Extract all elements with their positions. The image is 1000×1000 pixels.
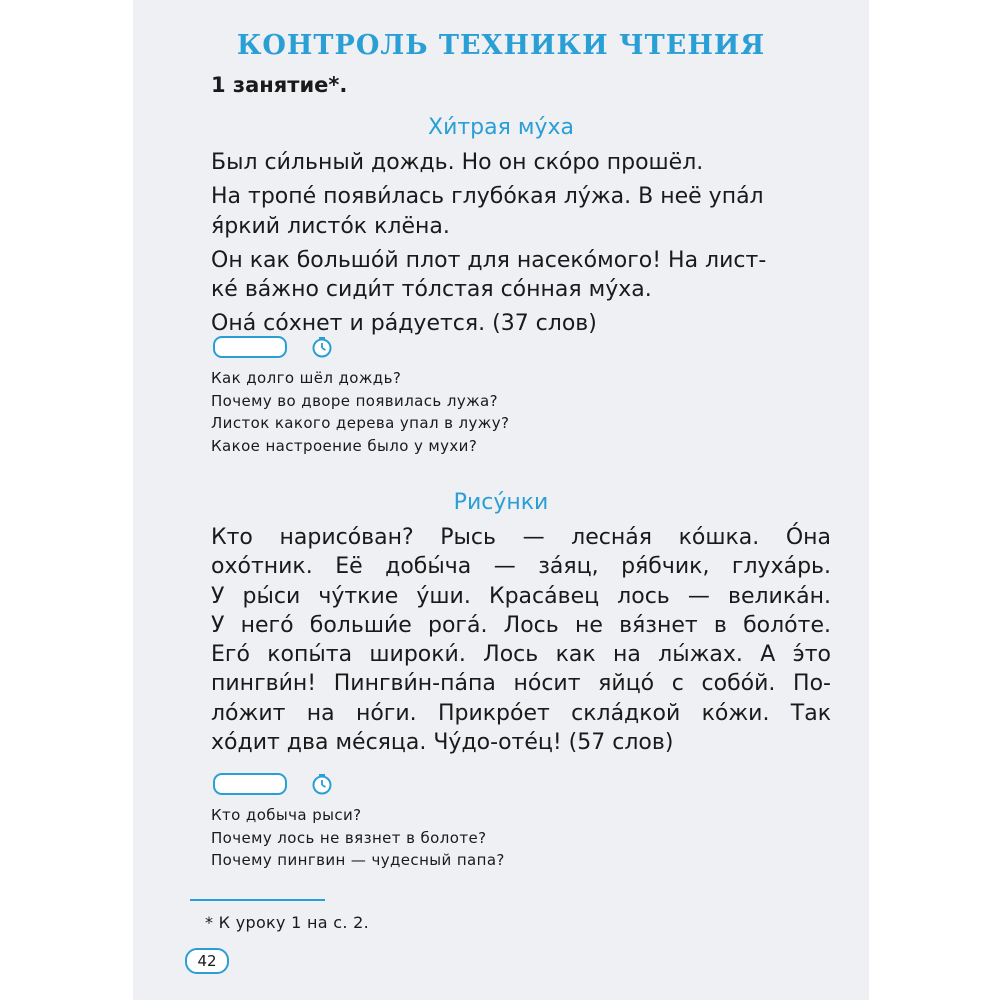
story-line: пингви́н! Пингви́н-па́па но́сит яйцо́ с собо́й. По- [211,671,831,697]
reading-timer-1 [213,336,427,358]
story-line: хо́дит два ме́сяца. Чу́до-оте́ц! (57 слов) [211,730,674,756]
story-line: Кто нарисо́ван? Рысь — лесна́я ко́шка. О́на [211,525,831,550]
question: Почему во дворе появилась лужа? [211,391,498,410]
question: Почему пингвин — чудесный папа? [211,851,505,869]
footnote: * К уроку 1 на с. 2. [205,913,370,932]
page-number: 42 [185,948,229,974]
time-entry-field [213,773,287,795]
story-line: Он как большо́й плот для насеко́мого! На лист- [211,247,767,273]
session-label: 1 занятие*. [211,73,348,97]
story-line: У ры́си чу́ткие у́ши. Краса́вец лось — велика́н. [211,583,831,609]
story-line: ке́ ва́жно сиди́т то́лстая со́нная му́ха. [211,277,652,303]
story-text-1 [211,148,831,339]
story-text-2 [211,523,831,757]
footnote-divider [190,899,325,901]
question: Листок какого дерева упал в лужу? [211,414,510,432]
reading-timer-2 [213,773,427,795]
question: Как долго шёл дождь? [211,369,402,387]
clock-icon [311,336,333,358]
question: Какое настроение было у мухи? [211,436,478,455]
questions-2 [211,804,505,872]
story-line: Был си́льный дождь. Но он ско́ро прошёл. [211,150,704,175]
story-title-1: Хи́трая му́ха [428,115,574,140]
story-line: Она́ со́хнет и ра́дуется. (37 слов) [211,311,597,337]
story-line: я́ркий листо́к клёна. [211,213,450,239]
clock-icon [311,773,333,795]
story-line: Его́ копы́та широки́. Лось как на лы́жах. А э́то [211,642,831,668]
story-line: На тропе́ появи́лась глубо́кая лу́жа. В неё упа́л [211,184,764,210]
time-entry-field [213,336,287,358]
story-line: ло́жит на но́ги. Прикро́ет скла́дкой ко́жи. Так [211,700,831,726]
question: Кто добыча рыси? [211,806,362,824]
story-title-2: Рису́нки [453,490,549,515]
textbook-page [133,0,869,1000]
story-line: У него́ больши́е рога́. Лось не вя́знет в боло́те. [211,612,831,638]
questions-1 [211,367,509,457]
story-line: охо́тник. Её добы́ча — за́яц, ря́бчик, глуха́рь. [211,554,831,580]
question: Почему лось не вязнет в болоте? [211,828,487,847]
page-title: КОНТРОЛЬ ТЕХНИКИ ЧТЕНИЯ [236,30,766,61]
